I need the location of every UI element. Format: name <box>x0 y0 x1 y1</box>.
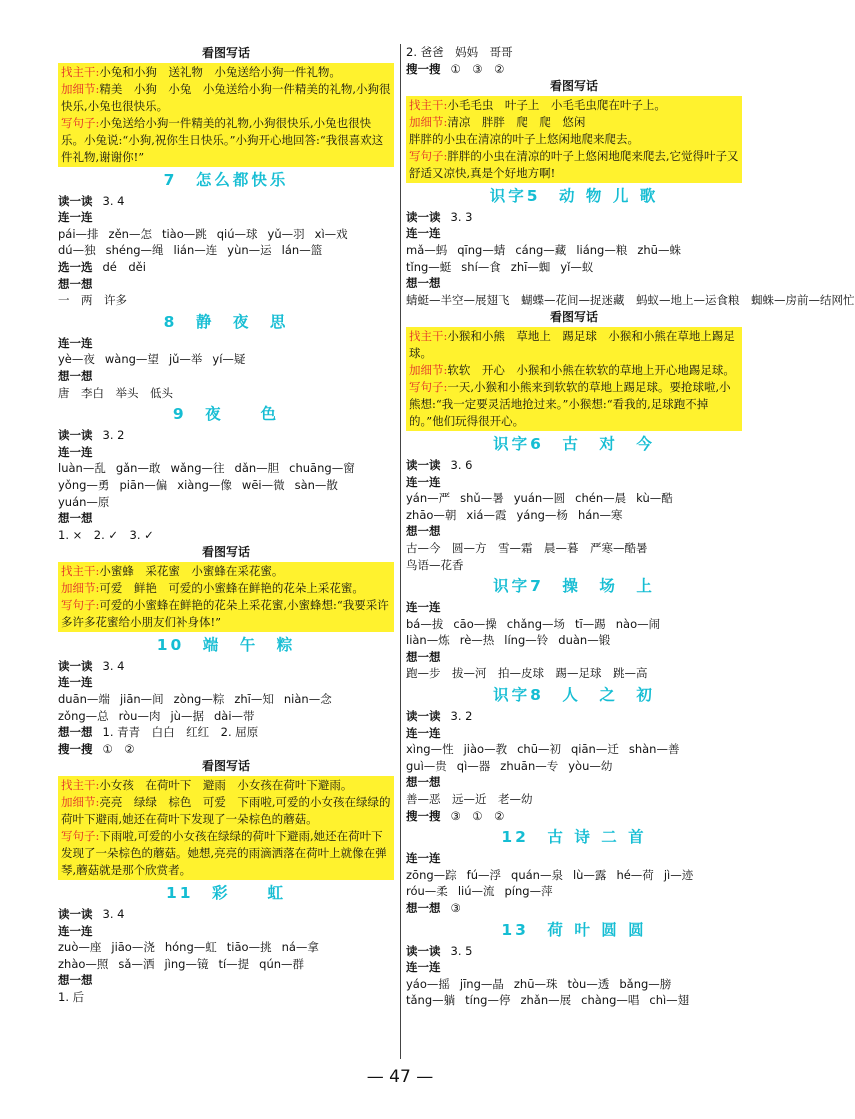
picture-writing-box <box>58 63 394 167</box>
exercise-label: 搜一搜 <box>58 741 93 756</box>
exercise-line <box>406 708 742 725</box>
pinyin-pair: nào—闹 <box>615 616 661 631</box>
writing-step-label: 写句子: <box>409 379 448 394</box>
pinyin-pair: yán—严 <box>406 491 451 506</box>
pinyin-pairs-row <box>406 632 742 649</box>
pinyin-pairs-row <box>406 758 742 775</box>
pinyin-pair: liàn—炼 <box>406 633 450 648</box>
pinyin-pair: ná—拿 <box>281 940 319 955</box>
lesson-title: 12 古 诗 二 首 <box>501 828 647 847</box>
pinyin-pair: yǒng—勇 <box>58 477 110 492</box>
pinyin-pair: lán—篮 <box>281 243 323 258</box>
exercise-label: 想一想 <box>406 276 441 291</box>
exercise-label: 连一连 <box>406 725 441 740</box>
answer-line: 1. 后 <box>58 990 85 1004</box>
writing-row <box>61 64 391 81</box>
exercise-line <box>58 724 394 741</box>
exercise-label: 想一想 <box>406 649 441 664</box>
pinyin-pair: yuán—圆 <box>513 491 566 506</box>
pinyin-pair: zhū—珠 <box>513 976 558 991</box>
pinyin-pair: tíng—停 <box>465 993 511 1008</box>
writing-row <box>61 597 391 631</box>
pinyin-pairs-row <box>58 939 394 956</box>
exercise-line <box>58 972 394 989</box>
pinyin-pair: duān—端 <box>58 692 110 707</box>
writing-row <box>409 379 739 430</box>
pinyin-pair: bǎng—膀 <box>619 976 672 991</box>
pinyin-pair: yè—夜 <box>58 352 95 367</box>
writing-step-label: 写句子: <box>409 148 448 163</box>
writing-step-text: 可爱的小蜜蜂在鲜艳的花朵上采花蜜,小蜜蜂想:“我要采许多许多花蜜给小朋友们补身体!” <box>61 597 389 629</box>
pinyin-pairs-row <box>58 956 394 973</box>
pinyin-pair: wàng—望 <box>104 352 159 367</box>
writing-step-label: 加细节: <box>409 362 448 377</box>
exercise-answer: 3. 4 <box>102 907 125 922</box>
exercise-line <box>406 61 742 78</box>
exercise-answer: 3. 6 <box>450 457 473 472</box>
exercise-answer: ① ② <box>102 741 135 756</box>
exercise-line <box>406 959 742 976</box>
pinyin-pair: yáo—摇 <box>406 976 450 991</box>
lesson-title: 10 端 午 粽 <box>156 635 296 654</box>
lesson-title: 13 荷 叶 圆 圆 <box>501 920 647 939</box>
exercise-line <box>406 725 742 742</box>
exercise-label: 读一读 <box>58 907 93 922</box>
pinyin-pairs-row <box>406 883 742 900</box>
writing-row <box>61 563 391 580</box>
writing-step-text: 一天,小猴和小熊来到软软的草地上踢足球。要抢球啦,小熊想:“我一定要灵活地抢过来。”小猴想:“看我的,足球跑不掉的。”他们玩得很开心。 <box>409 379 731 428</box>
pinyin-pair: jiān—间 <box>119 692 164 707</box>
exercise-label: 想一想 <box>58 511 93 526</box>
picture-writing-box <box>58 776 394 880</box>
section-heading: 看图写话 <box>549 310 598 325</box>
exercise-line <box>406 225 742 242</box>
writing-row <box>61 115 391 166</box>
writing-row <box>61 828 391 879</box>
exercise-answer: 3. 2 <box>102 428 125 443</box>
pinyin-pair: zōng—踪 <box>406 867 457 882</box>
pinyin-pair: jiào—教 <box>463 742 508 757</box>
exercise-line <box>406 774 742 791</box>
pinyin-pair: hé—荷 <box>616 867 654 882</box>
pinyin-pair: wēi—微 <box>241 477 285 492</box>
pinyin-pair: tòu—透 <box>567 976 610 991</box>
pinyin-pair: yùn—运 <box>227 243 272 258</box>
exercise-label: 读一读 <box>406 943 441 958</box>
pinyin-pair: quán—泉 <box>511 867 563 882</box>
exercise-line <box>406 474 742 491</box>
exercise-answer: 3. 4 <box>102 658 125 673</box>
pinyin-pair: tǎng—躺 <box>406 993 456 1008</box>
pinyin-pair: cáng—藏 <box>515 242 567 257</box>
exercise-label: 读一读 <box>406 209 441 224</box>
exercise-label: 连一连 <box>406 474 441 489</box>
pinyin-pair: zhǎn—展 <box>520 993 572 1008</box>
writing-row <box>409 148 739 182</box>
pinyin-pair: píng—萍 <box>504 884 553 899</box>
pinyin-pairs-row <box>58 494 394 511</box>
pinyin-pair: yuán—原 <box>58 494 110 509</box>
exercise-answer: 1. 青青 白白 红红 2. 屈原 <box>102 725 259 740</box>
pinyin-pair: líng—铃 <box>504 633 549 648</box>
pinyin-pair: jù—据 <box>170 708 204 723</box>
lesson-title: 识字5 动 物 儿 歌 <box>489 186 659 205</box>
pinyin-pair: qiú—球 <box>216 226 258 241</box>
writing-step-label: 找主干: <box>61 64 100 79</box>
exercise-line <box>58 444 394 461</box>
pinyin-pair: qún—群 <box>259 956 305 971</box>
exercise-line <box>406 649 742 666</box>
pinyin-pair: chuāng—窗 <box>289 461 355 476</box>
pinyin-pair: duàn—锻 <box>558 633 611 648</box>
pinyin-pair: shí—食 <box>461 259 501 274</box>
pinyin-pair: pái—排 <box>58 226 99 241</box>
writing-step-label: 写句子: <box>61 597 100 612</box>
writing-step-text: 亮亮 绿绿 棕色 可爱 下雨啦,可爱的小女孩在绿绿的荷叶下避雨,她还在荷叶下发现了一朵棕色的蘑菇。 <box>61 795 391 827</box>
pinyin-pair: zhuān—专 <box>500 758 559 773</box>
exercise-label: 读一读 <box>406 709 441 724</box>
writing-row <box>409 131 739 148</box>
exercise-answer: ③ ① ② <box>450 808 505 823</box>
answer-line: 唐 李白 举头 低头 <box>58 385 173 400</box>
pinyin-pair: tí—提 <box>218 956 250 971</box>
exercise-line <box>58 276 394 293</box>
answer-line: 善—恶 远—近 老—幼 <box>406 792 533 807</box>
exercise-answer: dé děi <box>102 259 146 274</box>
pinyin-pair: chén—晨 <box>575 491 627 506</box>
lesson-title: 识字6 古 对 今 <box>493 434 655 453</box>
pinyin-pair: niàn—念 <box>283 692 332 707</box>
writing-row <box>61 794 391 828</box>
section-heading: 看图写话 <box>549 79 598 94</box>
pinyin-pairs-row <box>58 226 394 243</box>
answer-line: 蜻蜓—半空—展翅飞 蝴蝶—花间—捉迷藏 蚂蚁—地上—运食粮 蜘蛛—房前—结网忙 <box>406 292 855 307</box>
answer-line: 古—今 圆—方 雪—霜 晨—暮 严寒—酷暑 <box>406 540 648 555</box>
pinyin-pair: liáng—粮 <box>576 242 628 257</box>
writing-step-label: 找主干: <box>61 563 100 578</box>
writing-step-text: 小女孩 在荷叶下 避雨 小女孩在荷叶下避雨。 <box>99 778 353 793</box>
exercise-line <box>406 209 742 226</box>
pinyin-pair: guì—贵 <box>406 758 447 773</box>
pinyin-pair: zhāo—朝 <box>406 507 457 522</box>
pinyin-pairs-row <box>406 259 742 276</box>
answer-line: 2. 爸爸 妈妈 哥哥 <box>406 45 513 59</box>
pinyin-pair: yǔ—羽 <box>267 226 305 241</box>
pinyin-pair: zhī—知 <box>234 692 274 707</box>
writing-step-text: 清凉 胖胖 爬 爬 悠闲 <box>447 114 586 129</box>
exercise-answer: 3. 2 <box>450 709 473 724</box>
exercise-answer: 3. 3 <box>450 209 473 224</box>
exercise-label: 想一想 <box>58 368 93 383</box>
exercise-label: 读一读 <box>58 193 93 208</box>
exercise-label: 想一想 <box>406 524 441 539</box>
pinyin-pair: yáng—杨 <box>516 507 568 522</box>
answer-line: 一 两 许多 <box>58 293 127 308</box>
lesson-title: 识字8 人 之 初 <box>493 686 655 705</box>
pinyin-pair: gǎn—敢 <box>115 461 161 476</box>
pinyin-pair: kù—酷 <box>636 491 673 506</box>
pinyin-pair: zuò—座 <box>58 940 102 955</box>
pinyin-pairs-row <box>58 477 394 494</box>
picture-writing-box <box>58 562 394 632</box>
pinyin-pairs-row <box>58 691 394 708</box>
exercise-label: 读一读 <box>406 457 441 472</box>
pinyin-pair: hán—寒 <box>577 507 623 522</box>
left-column <box>58 44 394 1006</box>
pinyin-pair: zěn—怎 <box>108 226 152 241</box>
column-divider <box>400 44 401 1059</box>
lesson-title: 11 彩 虹 <box>165 884 287 903</box>
pinyin-pair: jiāo—浇 <box>111 940 155 955</box>
exercise-line <box>58 368 394 385</box>
pinyin-pair: xìng—性 <box>406 742 454 757</box>
writing-step-text: 小蜜蜂 采花蜜 小蜜蜂在采花蜜。 <box>99 563 284 578</box>
exercise-label: 想一想 <box>58 276 93 291</box>
pinyin-pair: shǔ—暑 <box>460 491 504 506</box>
pinyin-pair: jīng—晶 <box>459 976 504 991</box>
pinyin-pair: yí—疑 <box>212 352 246 367</box>
pinyin-pair: xiàng—像 <box>177 477 232 492</box>
exercise-label: 连一连 <box>58 675 93 690</box>
exercise-line <box>58 209 394 226</box>
writing-row <box>61 777 391 794</box>
writing-step-label: 加细节: <box>61 580 100 595</box>
exercise-line <box>406 850 742 867</box>
exercise-label: 连一连 <box>406 226 441 241</box>
exercise-line <box>58 674 394 691</box>
writing-step-text: 可爱 鲜艳 可爱的小蜜蜂在鲜艳的花朵上采花蜜。 <box>99 580 364 595</box>
exercise-label: 搜一搜 <box>406 61 441 76</box>
exercise-label: 选一选 <box>58 259 93 274</box>
pinyin-pair: qì—器 <box>456 758 491 773</box>
pinyin-pair: jǔ—举 <box>168 352 203 367</box>
lesson-title: 识字7 操 场 上 <box>493 577 655 596</box>
exercise-label: 连一连 <box>58 210 93 225</box>
writing-step-text: 软软 开心 小猴和小熊在软软的草地上开心地踢足球。 <box>447 362 735 377</box>
lesson-title: 9 夜 色 <box>172 405 280 424</box>
exercise-label: 连一连 <box>58 444 93 459</box>
writing-step-text: 胖胖的小虫在清凉的叶子上悠闲地爬来爬去。 <box>409 131 639 146</box>
pinyin-pair: dú—独 <box>58 243 96 258</box>
pinyin-pair: yǐ—蚁 <box>560 259 594 274</box>
pinyin-pair: ròu—肉 <box>118 708 161 723</box>
writing-step-text: 小猴和小熊 草地上 踢足球 小猴和小熊在草地上踢足球。 <box>409 328 735 360</box>
exercise-line <box>406 523 742 540</box>
exercise-line <box>58 259 394 276</box>
exercise-line <box>58 658 394 675</box>
pinyin-pair: jìng—镜 <box>164 956 209 971</box>
writing-step-label: 加细节: <box>409 114 448 129</box>
pinyin-pairs-row <box>406 976 742 993</box>
pinyin-pair: zhào—照 <box>58 956 109 971</box>
exercise-line <box>58 741 394 758</box>
pinyin-pairs-row <box>58 242 394 259</box>
pinyin-pairs-row <box>406 867 742 884</box>
writing-step-text: 下雨啦,可爱的小女孩在绿绿的荷叶下避雨,她还在荷叶下发现了一朵棕色的蘑菇。她想,亮亮的雨滴洒落在荷叶上就像在弹琴,蘑菇就是那个欣赏者。 <box>61 829 387 878</box>
writing-step-label: 找主干: <box>409 328 448 343</box>
picture-writing-box <box>406 327 742 431</box>
pinyin-pairs-row <box>58 460 394 477</box>
exercise-line <box>406 808 742 825</box>
pinyin-pairs-row <box>406 616 742 633</box>
answer-line: 跑—步 拔—河 拍—皮球 踢—足球 跳—高 <box>406 666 648 681</box>
exercise-line <box>58 906 394 923</box>
exercise-label: 想一想 <box>406 775 441 790</box>
pinyin-pair: tǐng—蜓 <box>406 259 452 274</box>
pinyin-pair: chǎng—场 <box>506 616 566 631</box>
picture-writing-box <box>406 96 742 183</box>
writing-step-label: 写句子: <box>61 115 100 130</box>
exercise-label: 连一连 <box>58 335 93 350</box>
exercise-label: 连一连 <box>406 600 441 615</box>
exercise-answer: 3. 5 <box>450 943 473 958</box>
pinyin-pair: lù—露 <box>572 867 607 882</box>
pinyin-pair: rè—热 <box>459 633 495 648</box>
pinyin-pair: sǎ—洒 <box>118 956 155 971</box>
pinyin-pair: zhī—蜘 <box>510 259 551 274</box>
pinyin-pair: róu—柔 <box>406 884 448 899</box>
pinyin-pair: chì—翅 <box>649 993 690 1008</box>
pinyin-pair: fú—浮 <box>466 867 502 882</box>
pinyin-pair: chàng—唱 <box>581 993 640 1008</box>
pinyin-pair: dǎn—胆 <box>234 461 280 476</box>
pinyin-pair: cāo—操 <box>453 616 497 631</box>
answer-line: 1. × 2. ✓ 3. ✓ <box>58 527 154 542</box>
pinyin-pairs-row <box>406 992 742 1009</box>
writing-row <box>409 328 739 362</box>
pinyin-pair: qīng—蜻 <box>457 242 506 257</box>
pinyin-pairs-row <box>58 708 394 725</box>
page-number-value: 47 <box>389 1067 411 1087</box>
exercise-label: 连一连 <box>58 923 93 938</box>
pinyin-pair: qiān—迁 <box>570 742 619 757</box>
exercise-label: 想一想 <box>58 973 93 988</box>
pinyin-pair: luàn—乱 <box>58 461 106 476</box>
exercise-label: 搜一搜 <box>406 808 441 823</box>
pinyin-pair: dài—带 <box>213 708 255 723</box>
writing-step-label: 找主干: <box>409 97 448 112</box>
exercise-line <box>58 427 394 444</box>
exercise-line <box>58 510 394 527</box>
exercise-answer: ③ <box>450 901 461 915</box>
section-heading: 看图写话 <box>201 46 250 60</box>
writing-step-text: 小兔送给小狗一件精美的礼物,小狗很快乐,小兔也很快乐。小兔说:“小狗,祝你生日快乐。”小狗开心地回答:“我很喜欢这件礼物,谢谢你!” <box>61 115 384 164</box>
exercise-line <box>58 923 394 940</box>
pinyin-pair: shéng—绳 <box>105 243 164 258</box>
pinyin-pair: mǎ—蚂 <box>406 242 448 257</box>
exercise-label: 读一读 <box>58 658 93 673</box>
exercise-line <box>406 457 742 474</box>
writing-step-label: 加细节: <box>61 795 100 810</box>
writing-row <box>61 580 391 597</box>
pinyin-pair: tiāo—挑 <box>226 940 272 955</box>
pinyin-pairs-row <box>406 490 742 507</box>
pinyin-pair: xiá—霞 <box>466 507 507 522</box>
pinyin-pair: liú—流 <box>457 884 495 899</box>
writing-step-text: 小兔和小狗 送礼物 小兔送给小狗一件礼物。 <box>99 64 341 79</box>
exercise-label: 想一想 <box>58 725 93 740</box>
pinyin-pair: shàn—善 <box>628 742 680 757</box>
section-heading: 看图写话 <box>201 759 250 774</box>
pinyin-pair: tiào—跳 <box>161 226 207 241</box>
pinyin-pair: wǎng—往 <box>170 461 225 476</box>
writing-step-label: 加细节: <box>61 81 100 96</box>
pinyin-pair: zhū—蛛 <box>637 242 681 257</box>
pinyin-pair: zǒng—总 <box>58 708 109 723</box>
exercise-line <box>406 900 742 917</box>
writing-row <box>61 81 391 115</box>
lesson-title: 8 静 夜 思 <box>163 312 289 331</box>
exercise-label: 连一连 <box>406 851 441 866</box>
exercise-line <box>406 275 742 292</box>
pinyin-pairs-row <box>58 351 394 368</box>
exercise-line <box>406 943 742 960</box>
pinyin-pair: piān—偏 <box>119 477 168 492</box>
pinyin-pair: sàn—散 <box>294 477 338 492</box>
pinyin-pairs-row <box>406 741 742 758</box>
pinyin-pair: hóng—虹 <box>164 940 217 955</box>
exercise-label: 读一读 <box>58 428 93 443</box>
exercise-line <box>58 193 394 210</box>
section-heading: 看图写话 <box>201 545 250 560</box>
pinyin-pair: jì—迹 <box>663 867 694 882</box>
pinyin-pair: yòu—幼 <box>568 758 613 773</box>
exercise-label: 连一连 <box>406 960 441 975</box>
exercise-line <box>406 599 742 616</box>
writing-step-label: 写句子: <box>61 829 100 844</box>
pinyin-pair: chū—初 <box>517 742 561 757</box>
lesson-title: 7 怎么都快乐 <box>163 170 289 189</box>
exercise-answer: 3. 4 <box>102 193 125 208</box>
page-number: — 47 — <box>366 1067 434 1087</box>
exercise-answer: ① ③ ② <box>450 61 505 76</box>
writing-step-text: 胖胖的小虫在清凉的叶子上悠闲地爬来爬去,它觉得叶子又舒适又凉快,真是个好地方啊! <box>409 148 739 180</box>
pinyin-pairs-row <box>406 507 742 524</box>
writing-row <box>409 362 739 379</box>
pinyin-pair: zòng—粽 <box>173 692 225 707</box>
answer-line: 鸟语—花香 <box>406 557 464 572</box>
writing-row <box>409 97 739 114</box>
writing-row <box>409 114 739 131</box>
pinyin-pair: xì—戏 <box>314 226 348 241</box>
pinyin-pair: lián—连 <box>173 243 218 258</box>
writing-step-text: 小毛毛虫 叶子上 小毛毛虫爬在叶子上。 <box>447 97 666 112</box>
exercise-line <box>58 335 394 352</box>
pinyin-pair: bá—拔 <box>406 616 444 631</box>
pinyin-pair: tī—踢 <box>575 616 606 631</box>
writing-step-label: 找主干: <box>61 778 100 793</box>
pinyin-pairs-row <box>406 242 742 259</box>
right-column <box>406 44 855 1009</box>
writing-step-text: 精美 小狗 小兔 小兔送给小狗一件精美的礼物,小狗很快乐,小兔也很快乐。 <box>61 81 391 113</box>
exercise-label: 想一想 <box>406 901 441 915</box>
